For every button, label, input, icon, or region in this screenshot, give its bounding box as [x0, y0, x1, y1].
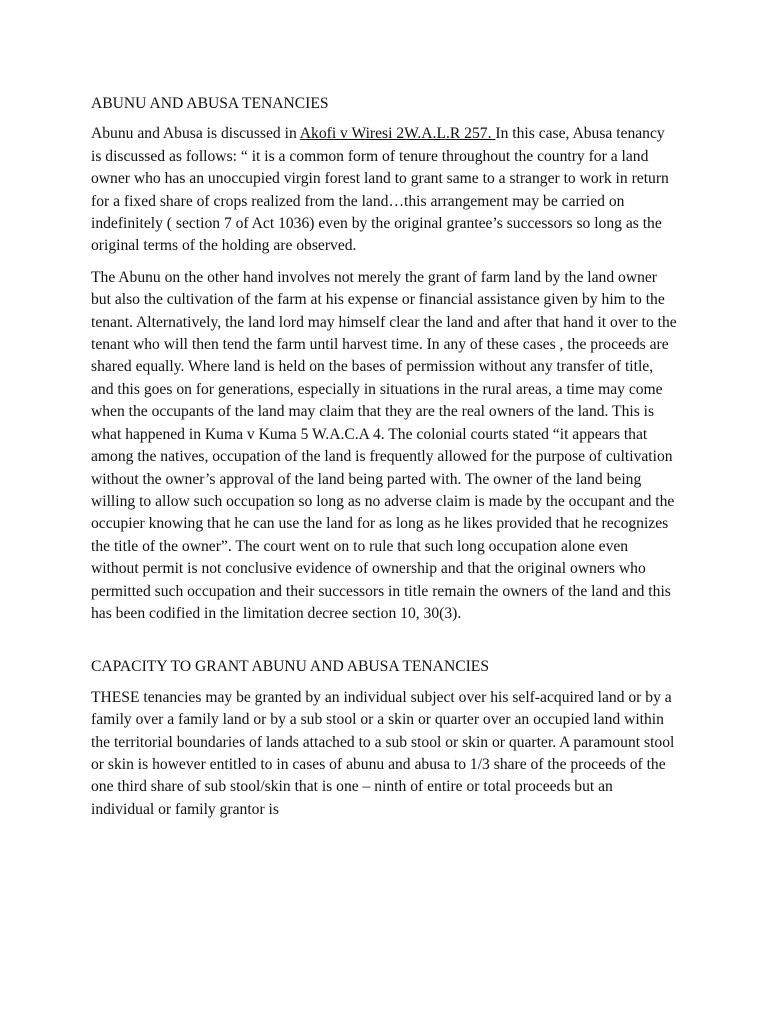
paragraph-text: In this case, Abusa tenancy is discussed as follows: “ it is a common form of tenure throughout the country for a land owner who has an unoccupied virgin forest land to grant same to a stranger to work in return for a fixed share of crops realized from the land…this arrangement may be carried on indefinitely ( section 7 of Act 1036) even by the original grantee’s successors so long as the original terms of the holding are observed. — [91, 125, 669, 255]
document-page — [91, 93, 677, 830]
paragraph-text: Abunu and Abusa is discussed in — [91, 125, 300, 143]
section-heading-capacity: CAPACITY TO GRANT ABUNU AND ABUSA TENANCIES — [91, 658, 489, 676]
section-heading-abunu-abusa: ABUNU AND ABUSA TENANCIES — [91, 95, 329, 112]
paragraph-abusa-definition — [91, 123, 677, 257]
case-citation-link[interactable]: Akofi v Wiresi 2W.A.L.R 257. — [299, 125, 496, 143]
paragraph-capacity: THESE tenancies may be granted by an individual subject over his self-acquired land or by a family over a family land or by a sub stool or a skin or quarter over an occupied land within the territorial boundaries of lands attached to a sub stool or skin or quarter. A paramount stool or skin is however entitled to in cases of abunu and abusa to 1/3 share of the proceeds of the one third share of sub stool/skin that is one – ninth of entire or total proceeds but an individual or family grantor is — [91, 688, 675, 818]
paragraph-abunu-definition: The Abunu on the other hand involves not merely the grant of farm land by the land owner but also the cultivation of the farm at his expense or financial assistance given by him to the tenant. Alternatively, the land lord may himself clear the land and after that hand it over to the tenant who will then tend the farm until harvest time. In any of these cases , the proceeds are shared equally. Where land is held on the bases of permission without any transfer of title, and this goes on for generations, especially in situations in the rural areas, a time may come when the occupants of the land may claim that they are the real owners of the land. This is what happened in Kuma v Kuma 5 W.A.C.A 4. The colonial courts stated “it appears that among the natives, occupation of the land is frequently allowed for the purpose of cultivation without the owner’s approval of the land being parted with. The owner of the land being willing to allow such occupation so long as no adverse claim is made by the occupant and the occupier knowing that he can use the land for as long as he likes provided that he recognizes the title of the owner”. The court went on to rule that such long occupation alone even without permit is not conclusive evidence of ownership and that the original owners who permitted such occupation and their successors in title remain the owners of the land and this has been codified in the limitation decree section 10, 30(3). — [91, 268, 677, 622]
